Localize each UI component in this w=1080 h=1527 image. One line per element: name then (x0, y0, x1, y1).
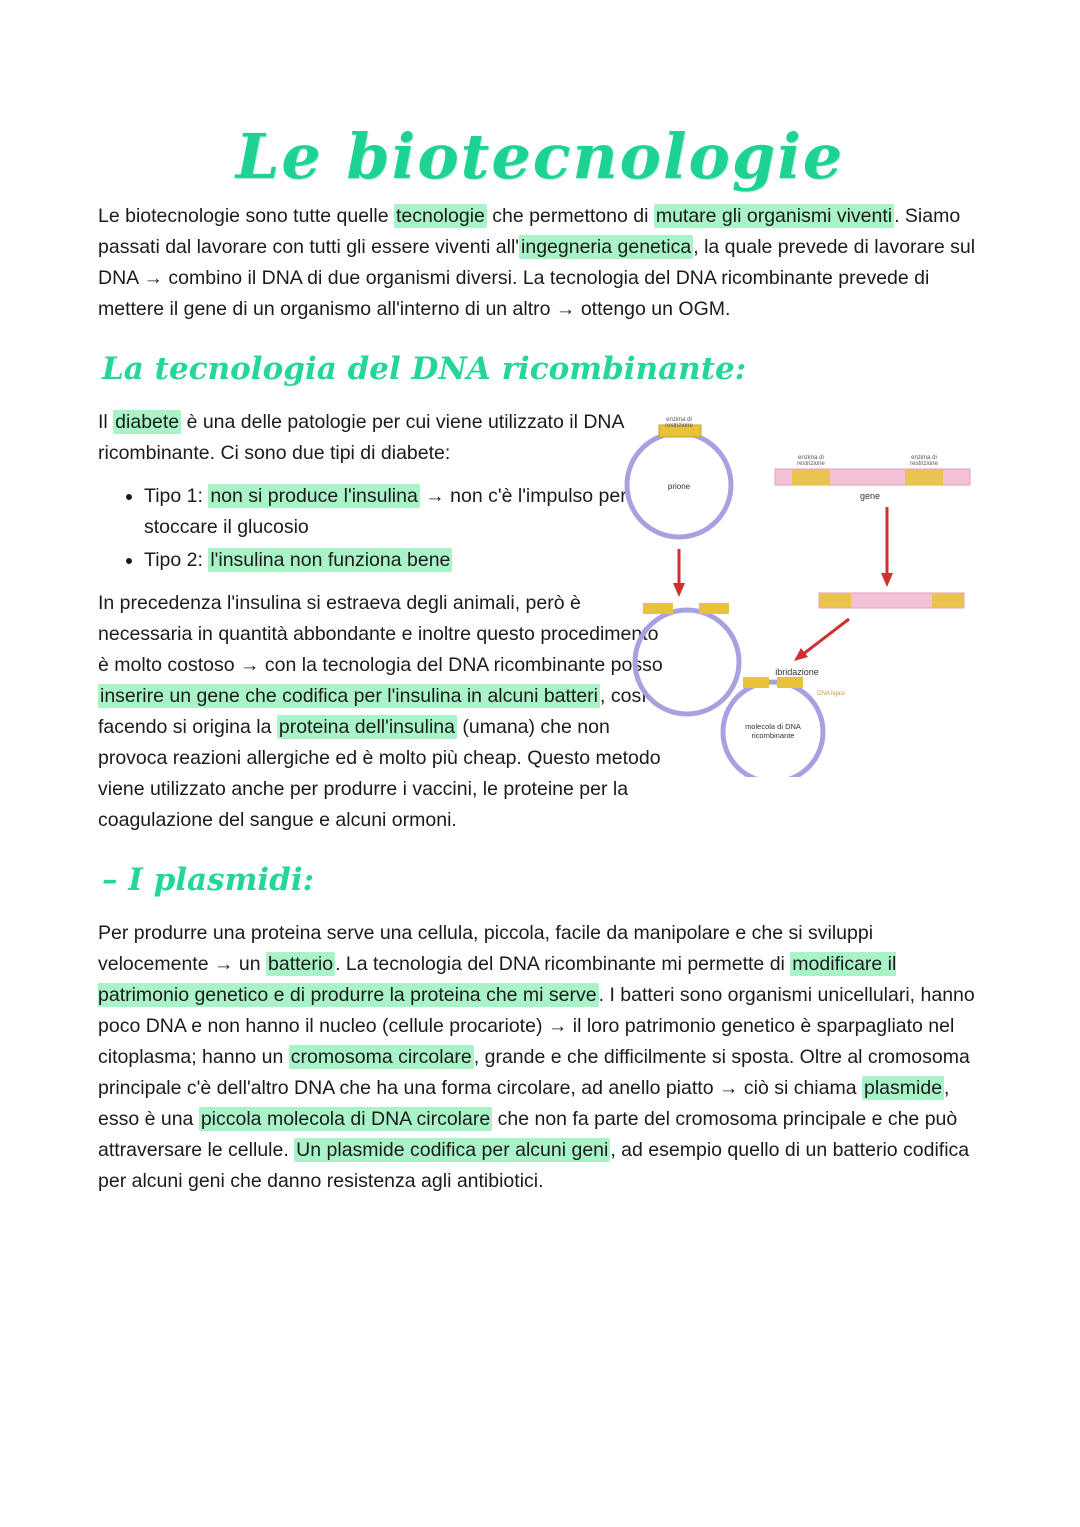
svg-text:restrizione: restrizione (797, 461, 825, 467)
bullet-2-text-1: Tipo 2: (144, 549, 209, 571)
plasmidi-highlight-6: Un plasmide codifica per alcuni geni (296, 1139, 609, 1161)
bullet-1-text-1: Tipo 1: (144, 485, 209, 507)
figure-dna-ricombinante (587, 407, 982, 777)
plasmidi-highlight-5: piccola molecola di DNA circolare (200, 1108, 491, 1130)
plasmidi-text-2: . La tecnologia del DNA ricombinante mi permette di (335, 953, 791, 975)
intro-highlight-3: ingegneria genetica (521, 236, 692, 258)
intro-text-1: Le biotecnologie sono tutte quelle (98, 205, 394, 227)
plasmidi-text-5: , esso è una (98, 1077, 950, 1130)
svg-text:enzima di: enzima di (666, 417, 692, 423)
svg-text:enzima di: enzima di (911, 455, 937, 461)
plasmidi-text-6: che non fa parte del cromosoma principale e che può attraversare le cellule. (98, 1108, 958, 1161)
svg-text:ibridazione: ibridazione (775, 667, 819, 677)
page-content (0, 201, 1080, 1197)
intro-text-2: che permettono di (486, 205, 654, 227)
diabete-text-1: Il (98, 411, 114, 433)
intro-text-3: . Siamo passati dal lavorare con tutti gli essere viventi all' (98, 205, 961, 258)
plasmidi-highlight-2: modificare il patrimonio genetico e di produrre la proteina che mi serve (98, 953, 897, 1006)
svg-text:molecola di DNA: molecola di DNA (745, 722, 801, 731)
diabete-highlight: diabete (115, 411, 180, 433)
svg-text:restrizione: restrizione (910, 461, 938, 467)
svg-text:gene: gene (859, 491, 881, 501)
plasmidi-highlight-4: plasmide (864, 1077, 943, 1099)
plasmidi-text-1: Per produrre una proteina serve una cellula, piccola, facile da manipolare e che si sviluppi velocemente → un (98, 922, 874, 975)
bullet-2-highlight: l'insulina non funziona bene (210, 549, 451, 571)
plasmidi-text-7: , ad esempio quello di un batterio codifica per alcuni geni che danno resistenza agli antibiotici. (98, 1139, 970, 1192)
section-heading-plasmidi (102, 862, 982, 898)
insulina-text-3: (umana) che non provoca reazioni allergiche ed è molto più cheap. Questo metodo viene utilizzato anche per produrre i vaccini, le proteine per la coagulazione del sangue e alcuni ormoni. (98, 716, 661, 831)
insulina-text-2: , così facendo si origina la (98, 685, 647, 738)
svg-text:ricombinante: ricombinante (751, 731, 795, 740)
plasmidi-heading-colon: : (302, 862, 315, 898)
bullet-1-text-2: → non c'è l'impulso per stoccare il glucosio (144, 485, 627, 538)
intro-paragraph (98, 201, 982, 325)
intro-text-4: , la quale prevede di lavorare sul DNA → combino il DNA di due organismi diversi. La tecnologia del DNA ricombinante prevede di mettere il gene di un organismo all'interno di un altro → ottengo un OGM. (98, 236, 976, 320)
intro-highlight-1: tecnologie (395, 205, 485, 227)
insulina-highlight-1: inserire un gene che codifica per l'insulina in alcuni batteri (100, 685, 599, 707)
plasmidi-heading-text: I plasmidi (128, 862, 303, 898)
plasmidi-highlight-1: batterio (268, 953, 334, 975)
page-title: Le biotecnologie (235, 120, 845, 193)
svg-text:restrizione: restrizione (665, 423, 693, 429)
plasmidi-text-4: , grande e che difficilmente si sposta. Oltre al cromosoma principale c'è dell'altro DNA che ha una forma circolare, ad anello piatto → ciò si chiama (98, 1046, 970, 1099)
svg-text:DNA ligasi: DNA ligasi (817, 691, 845, 697)
plasmidi-heading-dash: – (102, 862, 129, 898)
svg-text:prione: prione (667, 482, 691, 491)
bullet-1-highlight: non si produce l'insulina (210, 485, 418, 507)
dna-recombinant-diagram-svg (587, 407, 982, 777)
plasmidi-highlight-3: cromosoma circolare (290, 1046, 472, 1068)
intro-highlight-2: mutare gli organismi viventi (655, 205, 893, 227)
insulina-text-1: In precedenza l'insulina si estraeva degli animali, però è necessaria in quantità abbondante e inoltre questo procedimento è molto costoso → con la tecnologia del DNA ricombinante posso (98, 592, 663, 676)
insulina-highlight-2: proteina dell'insulina (278, 716, 455, 738)
plasmidi-paragraph (98, 918, 982, 1197)
section-dna-body (98, 407, 982, 836)
section-heading-dna-ricombinante: La tecnologia del DNA ricombinante: (102, 351, 747, 387)
plasmidi-text-3: . I batteri sono organismi unicellulari, hanno poco DNA e non hanno il nucleo (cellule procariote) → il loro patrimonio genetico è sparpagliato nel citoplasma; hanno un (98, 984, 975, 1068)
diabete-text-2: è una delle patologie per cui viene utilizzato il DNA ricombinante. Ci sono due tipi di diabete: (98, 411, 624, 464)
svg-text:enzima di: enzima di (798, 455, 824, 461)
